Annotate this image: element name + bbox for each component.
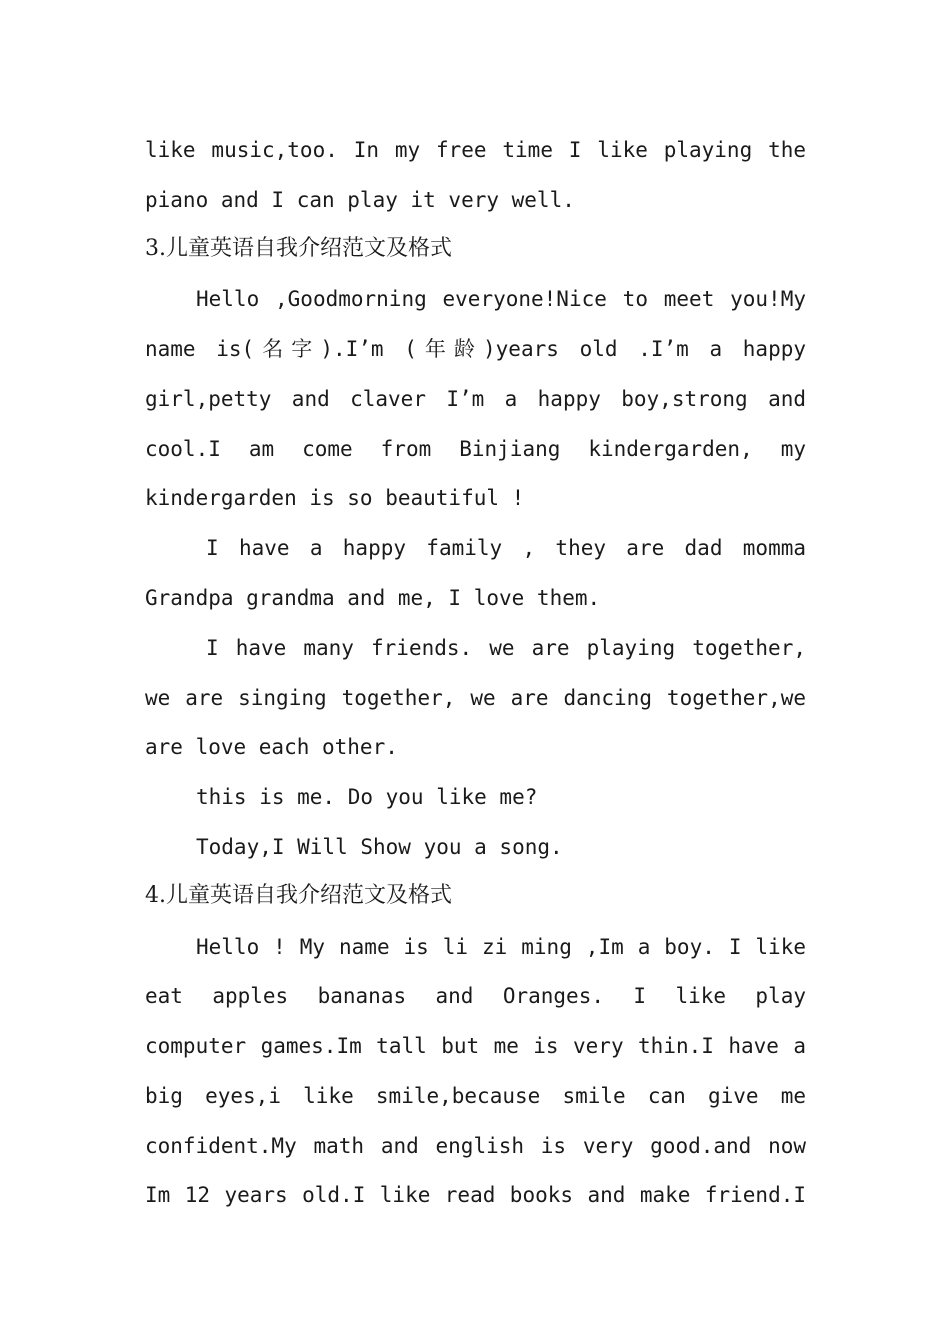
- section-heading: 4.儿童英语自我介绍范文及格式: [145, 883, 452, 908]
- paragraph-line: cool.I am come from Binjiang kindergarden, my: [145, 437, 806, 461]
- paragraph-line: I have many friends. we are playing together,: [206, 636, 806, 660]
- paragraph-line: we are singing together, we are dancing together,we: [145, 686, 806, 710]
- section-heading: 3.儿童英语自我介绍范文及格式: [145, 236, 452, 261]
- paragraph-line: Today,I Will Show you a song.: [196, 835, 563, 859]
- paragraph-line: Hello ,Goodmorning everyone!Nice to meet you!My: [196, 287, 806, 311]
- paragraph-line: girl,petty and claver I’m a happy boy,strong and: [145, 387, 806, 411]
- paragraph-line: Im 12 years old.I like read books and make friend.I: [145, 1183, 806, 1207]
- paragraph-line: eat apples bananas and Oranges. I like play: [145, 984, 806, 1008]
- paragraph-line: kindergarden is so beautiful !: [145, 486, 525, 510]
- paragraph-line: Hello ! My name is li zi ming ,Im a boy. I like: [196, 935, 806, 959]
- paragraph-line: this is me. Do you like me?: [196, 785, 538, 809]
- paragraph-line: piano and I can play it very well.: [145, 188, 575, 212]
- paragraph-line: like music,too. In my free time I like playing the: [145, 138, 806, 162]
- paragraph-line: computer games.Im tall but me is very thin.I have a: [145, 1034, 806, 1058]
- paragraph-line: big eyes,i like smile,because smile can give me: [145, 1084, 806, 1108]
- paragraph-line: are love each other.: [145, 735, 398, 759]
- paragraph-line: name is(名字).I’m (年龄)years old .I’m a happy: [145, 337, 806, 361]
- paragraph-line: Grandpa grandma and me, I love them.: [145, 586, 601, 610]
- paragraph-line: I have a happy family , they are dad momma: [206, 536, 806, 560]
- paragraph-line: confident.My math and english is very good.and now: [145, 1134, 806, 1158]
